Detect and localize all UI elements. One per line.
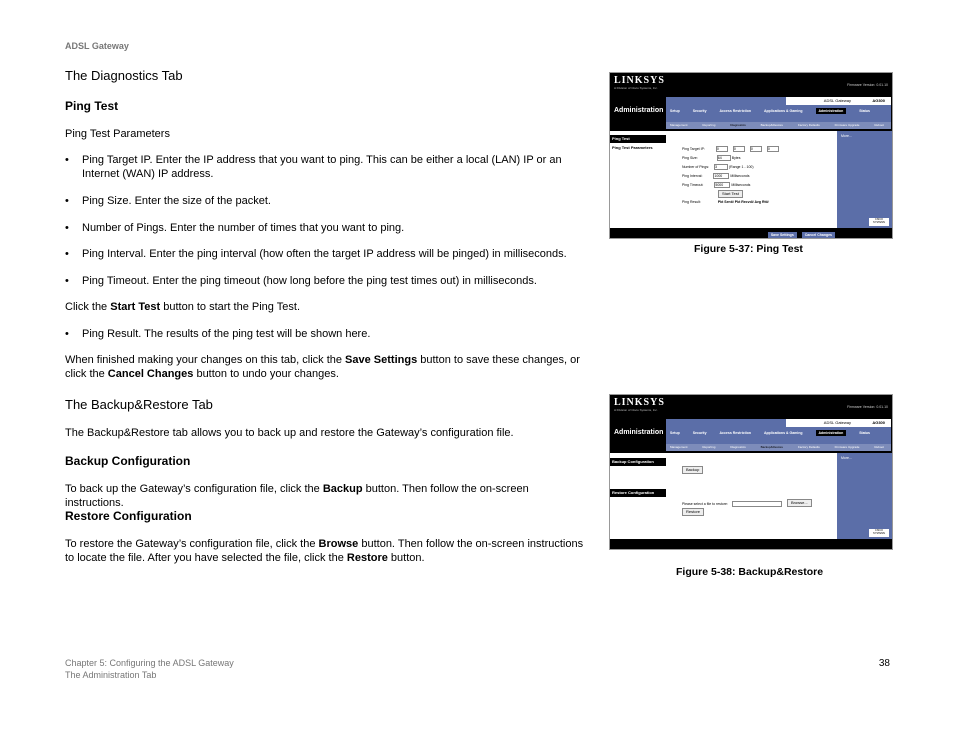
bullet-num-pings [65, 221, 585, 235]
tab-access-restriction[interactable]: Access Restriction [719, 431, 752, 435]
text: button to save these changes, or click the [65, 354, 580, 380]
save-settings-button[interactable]: Save Settings [768, 232, 797, 238]
bullet-text: Ping Timeout. Enter the ping timeout (how long before the ping test times out) in milliseconds. [82, 275, 537, 287]
backup-tab-title: The Backup&Restore Tab [65, 397, 213, 412]
bullet-dot: • [65, 275, 69, 287]
bullet-text: Number of Pings. Enter the number of times that you want to ping. [82, 222, 405, 234]
subtab-backup-restore[interactable]: Backup&Restore [760, 123, 784, 127]
label: Ping Size: [682, 155, 698, 160]
backup-intro: The Backup&Restore tab allows you to back up and restore the Gateway’s configuration file. [65, 427, 514, 439]
subtab-reboot[interactable]: Reboot [874, 445, 884, 449]
ping-target-field [682, 146, 779, 152]
cancel-changes-button[interactable]: Cancel Changes [802, 232, 835, 238]
restore-file-field [682, 501, 782, 507]
screenshot-bottombar [610, 539, 892, 549]
backup-config-label: Backup Configuration [610, 458, 666, 466]
firmware-version: Firmware Version: 0.01.10 [847, 83, 888, 87]
ip-octet-1[interactable]: 0 [716, 146, 728, 152]
nav-band [610, 93, 892, 131]
more-link[interactable]: More... [841, 134, 852, 138]
main-tabs [670, 108, 882, 114]
tab-setup[interactable]: Setup [670, 431, 680, 435]
tab-security[interactable]: Security [692, 431, 707, 435]
text: When finished making your changes on this tab, click the [65, 354, 346, 366]
backup-paragraph [65, 482, 585, 510]
product-bar [786, 419, 891, 427]
unit: Bytes [731, 155, 741, 160]
bullet-ping-result [65, 327, 585, 341]
bullet-dot: • [65, 248, 69, 260]
nav-box [666, 419, 891, 451]
subtab-reboot[interactable]: Reboot [874, 123, 884, 127]
bullet-ping-timeout [65, 274, 585, 288]
save-cancel-buttons [764, 233, 835, 237]
page-number: 38 [878, 658, 890, 669]
text: button. [387, 552, 425, 564]
main-tabs [670, 430, 882, 436]
model-number: AG300 [872, 98, 885, 103]
cisco-logo: CISCO SYSTEMS [869, 529, 889, 537]
text: button. Then follow the on-screen instructions to locate the file. After you have selected the file, click the [65, 538, 584, 564]
ping-size-field [682, 155, 741, 161]
footer-section: The Administration Tab [65, 670, 157, 680]
text: button to start the Ping Test. [160, 301, 300, 313]
tab-status[interactable]: Status [859, 431, 870, 435]
restore-config-label: Restore Configuration [610, 489, 666, 497]
screenshot-topbar [610, 395, 892, 415]
ping-result-value: Pkt Sent# Pkt Recvd# Avg Rtt# [717, 200, 769, 204]
running-header: ADSL Gateway [65, 41, 129, 51]
label: Ping Result: [682, 200, 701, 204]
bullet-dot: • [65, 195, 69, 207]
tab-access-restriction[interactable]: Access Restriction [719, 109, 752, 113]
ping-timeout-input[interactable]: 5000 [714, 182, 730, 188]
backup-restore-screenshot [609, 394, 893, 550]
unit: Milliseconds [731, 182, 751, 187]
more-link[interactable]: More... [841, 456, 852, 460]
diagnostics-tab-title: The Diagnostics Tab [65, 68, 183, 83]
save-settings-bold: Save Settings [345, 354, 418, 366]
ping-params-label: Ping Test Parameters [65, 128, 170, 140]
ping-params-label-shot: Ping Test Parameters [610, 144, 666, 152]
figure-caption-ping: Figure 5-37: Ping Test [694, 243, 803, 255]
nav-band [610, 415, 892, 453]
ping-interval-field [682, 173, 749, 179]
browse-bold: Browse [318, 538, 359, 550]
cisco-logo: CISCO SYSTEMS [869, 218, 889, 226]
help-column [837, 453, 892, 539]
label: Ping Target IP: [682, 146, 705, 151]
tab-security[interactable]: Security [692, 109, 707, 113]
label: Ping Interval: [682, 173, 703, 178]
subtab-backup-restore[interactable]: Backup&Restore [760, 445, 784, 449]
ip-octet-3[interactable]: 0 [750, 146, 762, 152]
product-name: ADSL Gateway [823, 420, 851, 425]
subtab-management[interactable]: Management [670, 123, 688, 127]
linksys-logo: LINKSYS [614, 397, 665, 408]
nav-box [666, 97, 891, 129]
bullet-ping-interval [65, 247, 585, 261]
ping-test-heading: Ping Test [65, 99, 119, 113]
subtab-factory-defaults[interactable]: Factory Defaults [797, 445, 820, 449]
product-bar [786, 97, 891, 105]
tab-applications-gaming[interactable]: Applications & Gaming [764, 431, 803, 435]
text: To restore the Gateway’s configuration file, click the [65, 538, 319, 550]
subtab-firmware-upgrade[interactable]: Firmware Upgrade [834, 445, 860, 449]
text: button. Then follow the on-screen instructions. [65, 483, 529, 509]
section-title: Administration [614, 429, 664, 436]
backup-button[interactable]: Backup [682, 466, 703, 474]
restore-bold: Restore [346, 552, 388, 564]
sub-tabs [666, 122, 891, 129]
tab-administration[interactable]: Administration [816, 430, 847, 436]
tab-status[interactable]: Status [859, 109, 870, 113]
subtab-firmware-upgrade[interactable]: Firmware Upgrade [834, 123, 860, 127]
start-test-button[interactable]: Start Test [718, 190, 743, 198]
restore-file-input[interactable] [732, 501, 782, 507]
restore-paragraph [65, 537, 585, 565]
range: (Range 1 - 100) [729, 164, 754, 169]
subtab-management[interactable]: Management [670, 445, 688, 449]
bullet-text: Ping Interval. Enter the ping interval (how often the target IP address will be pinged) in milliseconds. [82, 248, 567, 260]
backup-config-heading: Backup Configuration [65, 454, 191, 468]
bullet-ping-size [65, 194, 585, 208]
subtab-diagnostics[interactable]: Diagnostics [730, 445, 746, 449]
logo-subtitle: A Division of Cisco Systems, Inc. [614, 408, 658, 412]
subtab-reporting[interactable]: Reporting [702, 445, 716, 449]
ping-test-screenshot [609, 72, 893, 239]
subtab-diagnostics[interactable]: Diagnostics [730, 123, 746, 127]
label: Number of Pings: [682, 164, 710, 169]
backup-bold: Backup [322, 483, 363, 495]
text: To back up the Gateway’s configuration file, click the [65, 483, 323, 495]
section-title: Administration [614, 107, 664, 114]
bullet-text: Ping Size. Enter the size of the packet. [82, 195, 271, 207]
linksys-logo: LINKSYS [614, 75, 665, 86]
num-pings-field [682, 164, 754, 170]
bullet-ping-target [65, 153, 585, 181]
ping-result-field [682, 200, 769, 204]
sub-tabs [666, 444, 891, 451]
unit: Milliseconds [730, 173, 750, 178]
start-test-bold: Start Test [110, 301, 161, 313]
model-number: AG300 [872, 420, 885, 425]
browse-button[interactable]: Browse... [787, 499, 812, 507]
subtab-reporting[interactable]: Reporting [702, 123, 716, 127]
text: Click the [65, 301, 111, 313]
screenshot-topbar [610, 73, 892, 93]
help-column [837, 131, 892, 228]
restore-button[interactable]: Restore [682, 508, 704, 516]
tab-administration[interactable]: Administration [816, 108, 847, 114]
ip-octet-4[interactable]: 0 [767, 146, 779, 152]
finish-paragraph [65, 353, 585, 381]
label: Please select a file to restore: [682, 501, 728, 506]
ping-timeout-field [682, 182, 750, 188]
restore-config-heading: Restore Configuration [65, 509, 192, 523]
text: button to undo your changes. [193, 368, 339, 380]
product-name: ADSL Gateway [823, 98, 851, 103]
subtab-factory-defaults[interactable]: Factory Defaults [797, 123, 820, 127]
ping-interval-input[interactable]: 1000 [713, 173, 729, 179]
bullet-dot: • [65, 154, 69, 166]
bullet-text: Ping Target IP. Enter the IP address that you want to ping. This can be either a local (LAN) IP or an Internet (WAN) IP address. [82, 154, 562, 180]
ping-test-label: Ping Test [610, 135, 666, 143]
num-pings-input[interactable]: 3 [714, 164, 728, 170]
tab-setup[interactable]: Setup [670, 109, 680, 113]
left-column [610, 131, 666, 228]
ip-octet-2[interactable]: 0 [733, 146, 745, 152]
left-column [610, 453, 666, 539]
bullet-dot: • [65, 328, 69, 340]
screenshot-bottombar [610, 228, 892, 238]
tab-applications-gaming[interactable]: Applications & Gaming [764, 109, 803, 113]
bullet-text: Ping Result. The results of the ping test will be shown here. [82, 328, 371, 340]
start-test-paragraph [65, 300, 585, 314]
bullet-dot: • [65, 222, 69, 234]
ping-size-input[interactable]: 64 [717, 155, 731, 161]
footer-chapter: Chapter 5: Configuring the ADSL Gateway [65, 658, 234, 668]
cancel-changes-bold: Cancel Changes [107, 368, 194, 380]
figure-caption-backup: Figure 5-38: Backup&Restore [676, 566, 824, 578]
logo-subtitle: A Division of Cisco Systems, Inc. [614, 86, 658, 90]
label: Ping Timeout: [682, 182, 704, 187]
firmware-version: Firmware Version: 0.01.10 [847, 405, 888, 409]
